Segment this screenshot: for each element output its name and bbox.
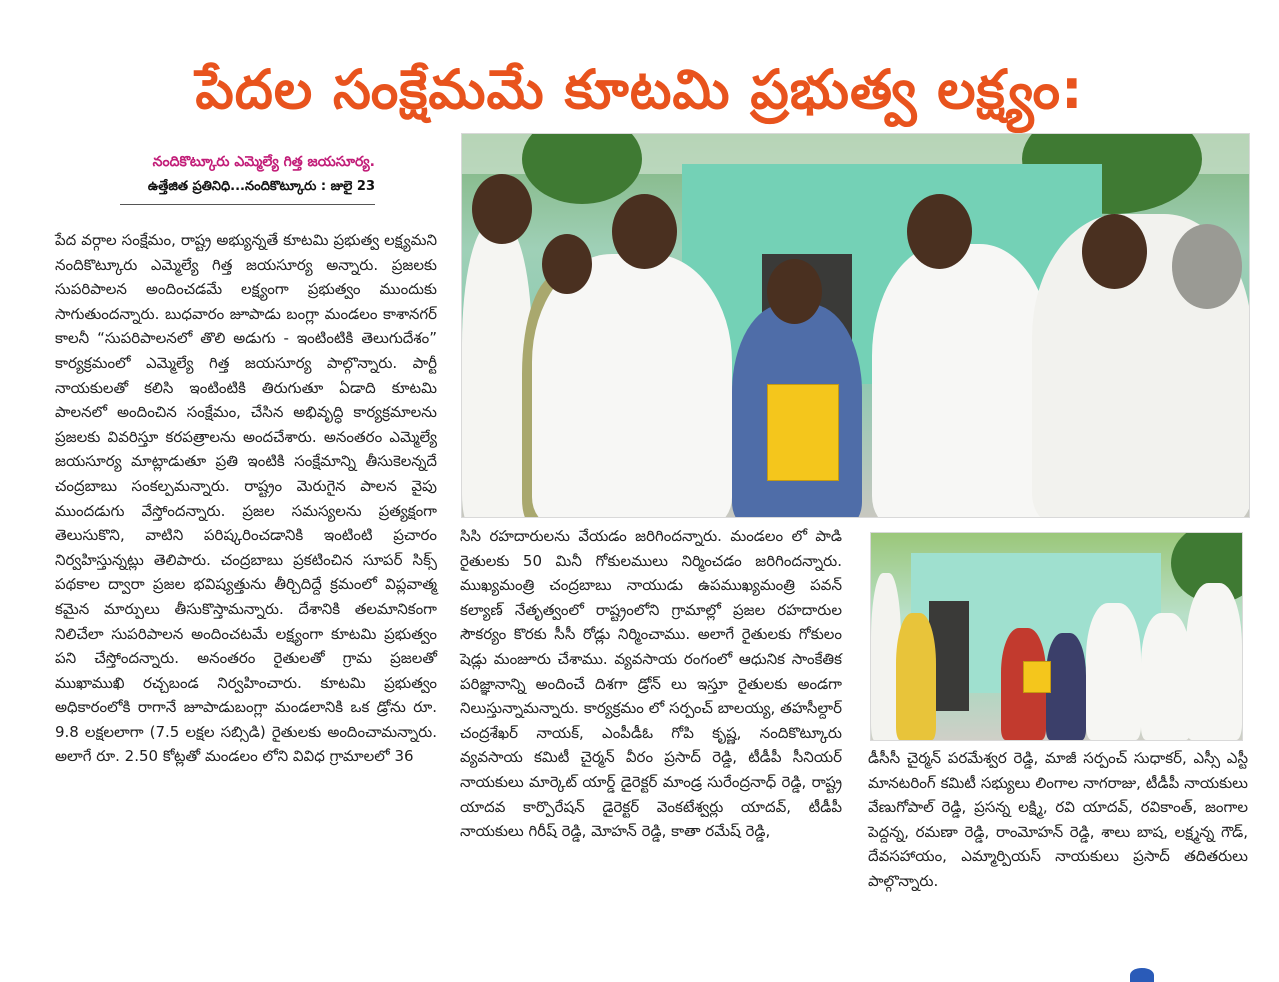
article-column-2 (460, 524, 842, 844)
photo-person (896, 613, 936, 740)
photo-head (1082, 214, 1147, 289)
photo-person (1141, 613, 1191, 740)
article-text-1: పేద వర్గాల సంక్షేమం, రాష్ట్ర అభ్యున్నతే కూటమి ప్రభుత్వ లక్ష్యమని నందికొట్కూరు ఎమ్మెల్యే గిత్త జయసూర్య అన్నారు. ప్రజలకు సుపరిపాలన అందించడమే లక్ష్యంగా ప్రభుత్వం ముందుకు సాగుతుందన్నారు. బుధవారం జూపాడు బంగ్లా మండలం కాశానగర్ కాలనీ “సుపరిపాలనలో తొలి అడుగు - ఇంటింటికి తెలుగుదేశం” కార్యక్రమంలో ఎమ్మెల్యే గిత్త జయసూర్య పాల్గొన్నారు. పార్టీ నాయకులతో కలిసి ఇంటింటికి తిరుగుతూ ఏడాది కూటమి పాలనలో అందించిన సంక్షేమం, చేసిన అభివృద్ధి కార్యక్రమాలను ప్రజలకు వివరిస్తూ కరపత్రాలను అందచేశారు. అనంతరం ఎమ్మెల్యే జయసూర్య మాట్లాడుతూ ప్రతి ఇంటికి సంక్షేమాన్ని తీసుకెలన్నదే చంద్రబాబు సంకల్పమన్నారు. రాష్ట్రం మెరుగైన పాలన వైపు ముందడుగు వేస్తోందన్నారు. ప్రజల సమస్యలను ప్రత్యక్షంగా తెలుసుకొని, వాటిని పరిష్కరించడానికి ఇంటింటి ప్రచారం నిర్వహిస్తున్నట్లు తెలిపారు. చంద్రబాబు ప్రకటించిన సూపర్ సిక్స్ పథకాల ద్వారా ప్రజల భవిష్యత్తును తీర్చిదిద్దే క్రమంలో విప్లవాత్మ కమైన మార్పులు తీసుకొస్తామన్నారు. దేశానికి తలమానికంగా నిలిచేలా సుపరిపాలన అందించటమే లక్ష్యంగా కూటమి ప్రభుత్వం పని చేస్తోందన్నారు. అనంతరం రైతులతో గ్రామ ప్రజలతో ముఖాముఖి రచ్చబండ నిర్వహించారు. కూటమి ప్రభుత్వం అధికారంలోకి రాగానే జూపాడుబంగ్లా మండలానికి ఒక డ్రోను రూ. 9.8 లక్షలలాగా (7.5 లక్షల సబ్సిడి) రైతులకు అందించామన్నారు. అలాగే రూ. 2.50 కోట్లతో మండలం లోని వివిధ గ్రామాలలో 36 (55, 231, 437, 766)
secondary-photo (870, 532, 1243, 741)
byline-dateline: ఉత్తేజిత ప్రతినిధి...నందికొట్కూరు : జులై 23 (147, 179, 375, 194)
photo-tree (522, 133, 642, 204)
photo-person (1186, 583, 1242, 740)
byline-speaker: నందికొట్కూరు ఎమ్మెల్యే గిత్త జయసూర్య. (152, 154, 375, 170)
byline (120, 150, 375, 205)
photo-leaflet (767, 384, 839, 481)
photo-head (1172, 224, 1242, 309)
headline: పేదల సంక్షేమమే కూటమి ప్రభుత్వ లక్ష్యం: (195, 58, 1084, 122)
photo-person (1046, 633, 1086, 740)
photo-head (907, 194, 972, 269)
article-column-1 (55, 228, 437, 769)
photo-head (542, 234, 592, 294)
article-text-2: సిసి రహదారులను వేయడం జరిగిందన్నారు. మండలం లో పాడి రైతులకు 50 మినీ గోకులములు నిర్మించడం జరిగిందన్నారు. ముఖ్యమంత్రి చంద్రబాబు నాయుడు ఉపముఖ్యమంత్రి పవన్ కల్యాణ్ నేతృత్వంలో రాష్ట్రంలోని గ్రామాల్లో ప్రజల రహదారుల సౌకర్యం కొరకు సీసీ రోడ్లు నిర్మించాము. అలాగే రైతులకు గోకులం షెడ్లు మంజూరు చేశాము. వ్యవసాయ రంగంలో ఆధునిక సాంకేతిక పరిజ్ఞానాన్ని అందించే దిశగా డ్రోన్ లు ఇస్తూ రైతులకు అండగా నిలుస్తున్నామన్నారు. కార్యక్రమం లో సర్పంచ్ బాలయ్య, తహసీల్దార్ చంద్రశేఖర్ నాయక్, ఎంపీడీఓ గోపి కృష్ణ, నందికొట్కూరు వ్యవసాయ కమిటీ చైర్మన్ వీరం ప్రసాద్ రెడ్డి, టీడీపీ సీనియర్ నాయకులు మార్కెట్ యార్డ్ డైరెక్టర్ మాండ్ర సురేంద్రనాధ్ రెడ్డి, రాష్ట్ర యాదవ కార్పొరేషన్ డైరెక్టర్ వెంకటేశ్వర్లు యాదవ్, టీడీపీ నాయకులు గిరీష్ రెడ్డి, మోహన్ రెడ్డి, కాతా రమేష్ రెడ్డి, (460, 527, 842, 841)
photo-leaflet (1023, 661, 1051, 693)
page-edge-mark (1130, 968, 1154, 982)
main-photo (461, 133, 1250, 518)
photo-head (472, 174, 532, 244)
photo-person (872, 244, 1052, 518)
byline-rule (120, 204, 375, 205)
photo-person (1086, 603, 1141, 740)
article-text-3: డీసీసీ చైర్మన్ పరమేశ్వర రెడ్డి, మాజీ సర్పంచ్ సుధాకర్, ఎస్సీ ఎస్టీ మానటరింగ్ కమిటీ సభ్యులు లింగాల నాగరాజు, టీడీపీ నాయకులు వేణుగోపాల్ రెడ్డి, ప్రసన్న లక్ష్మి, రవి యాదవ్, రవికాంత్, జంగాల పెద్దన్న, రమణా రెడ్డి, రాంమోహన్ రెడ్డి, శాలు బాష, లక్ష్మన్న గౌడ్, దేవసహాయం, ఎమ్మార్పియస్ నాయకులు ప్రసాద్ తదితరులు పాల్గొన్నారు. (868, 749, 1248, 890)
photo-head (767, 259, 822, 324)
article-column-3 (868, 746, 1248, 894)
photo-head (612, 194, 677, 269)
